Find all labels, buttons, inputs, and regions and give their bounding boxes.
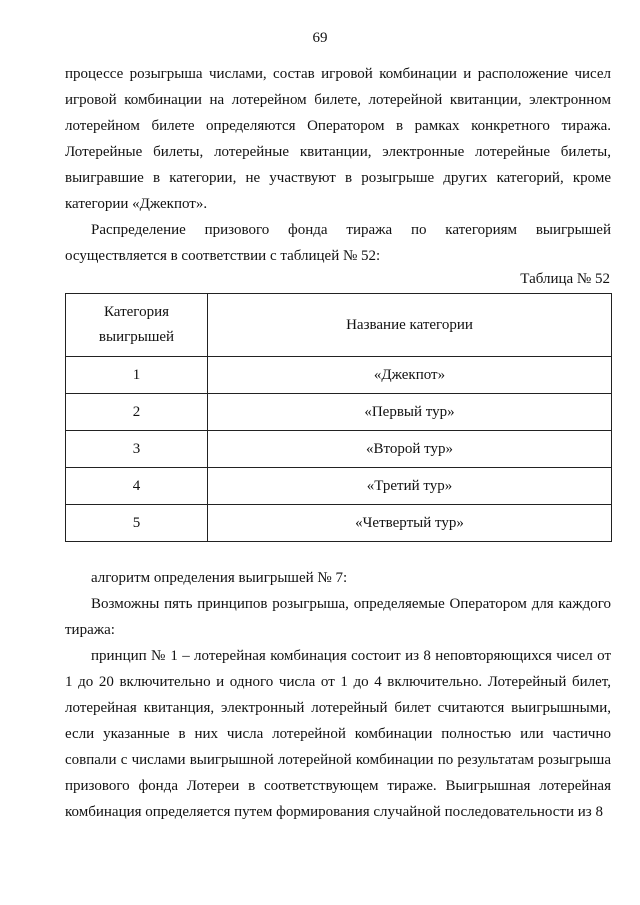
- paragraph-principle-1: принцип № 1 – лотерейная комбинация состоит из 8 неповторяющихся чисел от 1 до 20 включительно и одного числа от 1 до 4 включительно. Лотерейный билет, лотерейная квитанция, электронный лотерейный билет считаются выигрышными, если указанные в них числа лотерейной комбинации полностью или частично совпали с числами выигрышной лотерейной комбинации по результатам розыгрыша призового фонда Лотереи в соответствующем тираже. Выигрышная лотерейная комбинация определяется путем формирования случайной последовательности из 8: [65, 648, 611, 820]
- header-category: Категория выигрышей: [66, 294, 208, 357]
- table-row: [66, 505, 612, 542]
- table-row: [66, 357, 612, 394]
- header-category-name: Название категории: [208, 294, 612, 357]
- page-number: 69: [312, 30, 328, 46]
- cell-category-name: «Джекпот»: [208, 357, 612, 394]
- paragraph-continuation: процессе розыгрыша числами, состав игровой комбинации и расположение чисел игровой комбинации на лотерейном билете, лотерейной квитанции, электронном лотерейном билете определяются Оператором в рамках конкретного тиража. Лотерейные билеты, лотерейные квитанции, электронные лотерейные билеты, выигравшие в категории, не участвуют в розыгрыше других категорий, кроме категории «Джекпот».: [65, 66, 611, 212]
- paragraph-algorithm-title: алгоритм определения выигрышей № 7:: [91, 570, 348, 586]
- paragraph-distribution: Распределение призового фонда тиража по категориям выигрышей осуществляется в соответствии с таблицей № 52:: [65, 222, 611, 264]
- cell-category-name: «Второй тур»: [208, 431, 612, 468]
- table-row: [66, 431, 612, 468]
- cell-category-name: «Четвертый тур»: [208, 505, 612, 542]
- cell-category-number: 1: [66, 357, 208, 394]
- algorithm-text: [65, 565, 611, 825]
- table-row: [66, 394, 612, 431]
- cell-category-number: 5: [66, 505, 208, 542]
- table-caption: Таблица № 52: [520, 271, 610, 287]
- table-header-row: [66, 294, 612, 357]
- intro-text: [65, 61, 611, 269]
- cell-category-number: 3: [66, 431, 208, 468]
- table-row: [66, 468, 612, 505]
- paragraph-principles-intro: Возможны пять принципов розыгрыша, определяемые Оператором для каждого тиража:: [65, 596, 611, 638]
- cell-category-number: 4: [66, 468, 208, 505]
- cell-category-number: 2: [66, 394, 208, 431]
- cell-category-name: «Первый тур»: [208, 394, 612, 431]
- prize-categories-table: [65, 293, 612, 542]
- cell-category-name: «Третий тур»: [208, 468, 612, 505]
